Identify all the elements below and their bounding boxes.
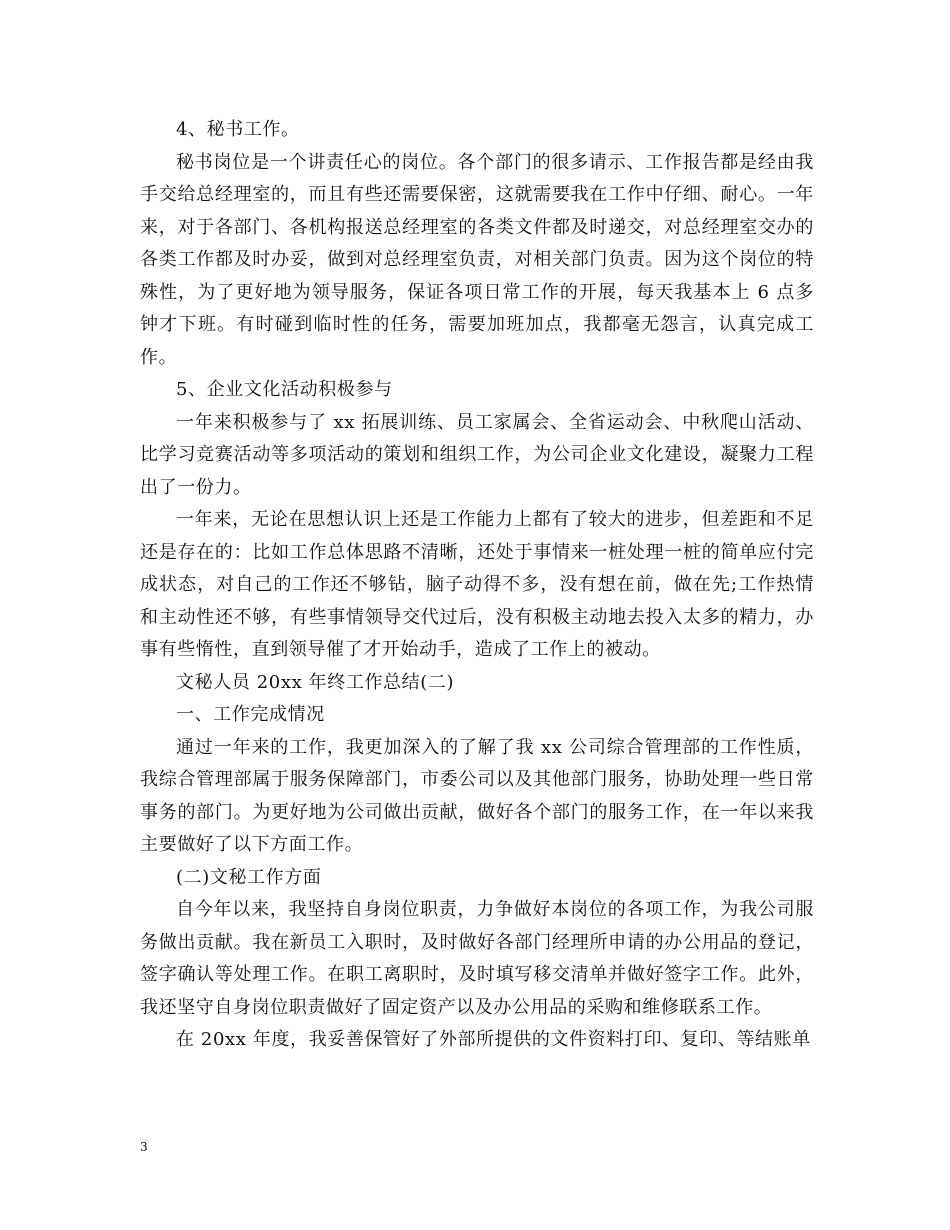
paragraph-culture-heading: 5、企业文化活动积极参与 [176, 379, 393, 400]
paragraph-department-overview: 通过一年来的工作，我更加深入的了解了我 xx 公司综合管理部的工作性质，我综合管理部属于服务保障部门，市委公司以及其他部门服务，协助处理一些日常事务的部门。为更好地为公司做出贡献，做好各个部门的服务工作，在一年以来我主要做好了以下方面工作。 [140, 736, 814, 855]
paragraph-shortcomings: 一年来，无论在思想认识上还是工作能力上都有了较大的进步，但差距和不足还是存在的：比如工作总体思路不清晰，还处于事情来一桩处理一桩的简单应付完成状态，对自己的工作还不够钻，脑子动得不多，没有想在前，做在先;工作热情和主动性还不够，有些事情领导交代过后，没有积极主动地去投入太多的精力，办事有些惰性，直到领导催了才开始动手，造成了工作上的被动。 [140, 509, 814, 660]
paragraph-secretary-heading: 4、秘书工作。 [176, 119, 300, 140]
paragraph-documents-custody: 在 20xx 年度，我妥善保管好了外部所提供的文件资料打印、复印、等结账单 [176, 1029, 811, 1050]
paragraph-completion-heading: 一、工作完成情况 [176, 704, 325, 725]
paragraph-secretary-work: 秘书岗位是一个讲责任心的岗位。各个部门的很多请示、工作报告都是经由我手交给总经理室的，而且有些还需要保密，这就需要我在工作中仔细、耐心。一年来，对于各部门、各机构报送总经理室的各类文件都及时递交，对总经理室交办的各类工作都及时办妥，做到对总经理室负责，对相关部门负责。因为这个岗位的特殊性，为了更好地为领导服务，保证各项日常工作的开展，每天我基本上 6 点多钟才下班。有时碰到临时性的任务，需要加班加点，我都毫无怨言，认真完成工作。 [140, 151, 814, 368]
paragraph-culture-activities: 一年来积极参与了 xx 拓展训练、员工家属会、全省运动会、中秋爬山活动、比学习竞赛活动等多项活动的策划和组织工作，为公司企业文化建设，凝聚力工程出了一份力。 [140, 411, 814, 498]
paragraph-clerical-duties: 自今年以来，我坚持自身岗位职责，力争做好本岗位的各项工作，为我公司服务做出贡献。我在新员工入职时，及时做好各部门经理所申请的办公用品的登记，签字确认等处理工作。在职工离职时，及时填写移交清单并做好签字工作。此外，我还坚守自身岗位职责做好了固定资产以及办公用品的采购和维修联系工作。 [140, 899, 814, 1018]
section-title-summary-two: 文秘人员 20xx 年终工作总结(二) [176, 671, 455, 693]
paragraph-clerical-heading: (二)文秘工作方面 [176, 866, 322, 888]
page-number: 3 [140, 1140, 148, 1154]
document-body [140, 114, 814, 1057]
